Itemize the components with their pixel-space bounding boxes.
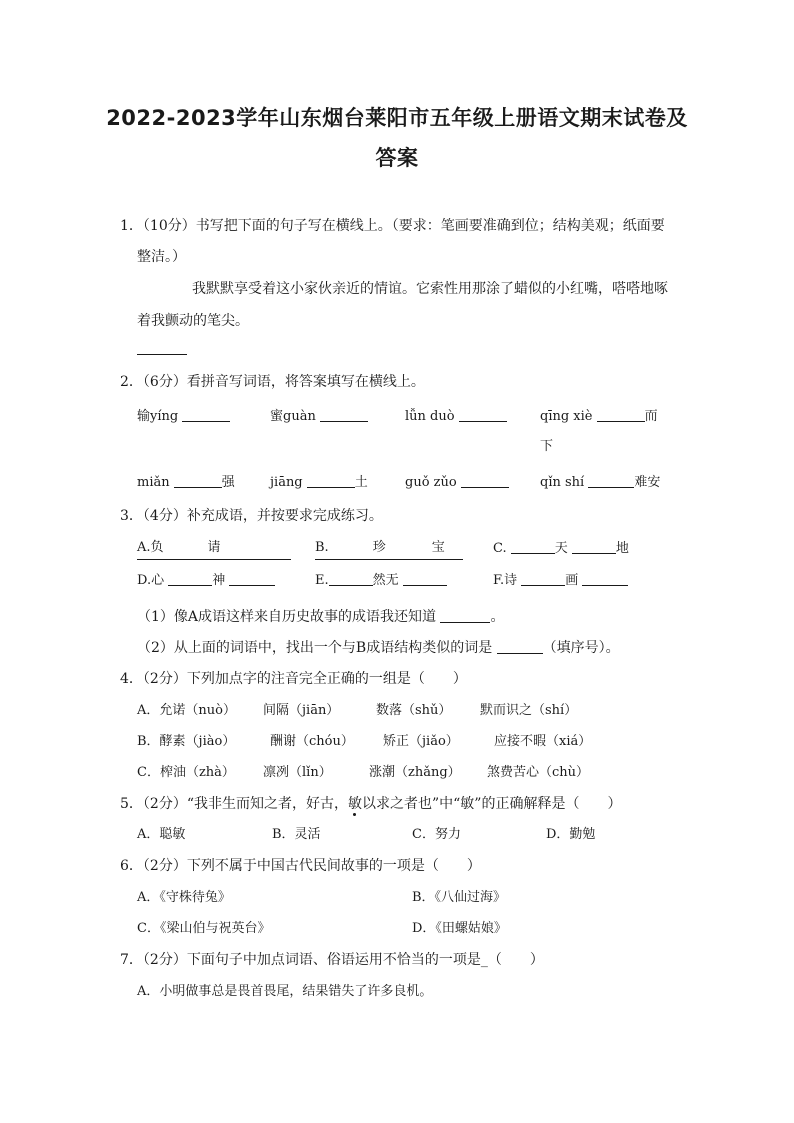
q3-blank-f2[interactable] bbox=[582, 570, 628, 586]
q4-option-a-1[interactable]: A．允诺（nuò） bbox=[137, 703, 236, 718]
q3-idiom-d: D.心 神 bbox=[137, 570, 275, 591]
q2-stem: 2．（6分）看拼音写词语，将答案填写在横线上。 bbox=[120, 374, 425, 390]
q4-option-c-1[interactable]: C．榨油（zhà） bbox=[137, 765, 235, 780]
q2-blank-2[interactable] bbox=[320, 406, 368, 422]
q2-blank-8[interactable] bbox=[588, 472, 634, 488]
q7-option-a[interactable]: A．小明做事总是畏首畏尾，结果错失了许多良机。 bbox=[137, 984, 433, 999]
q7-stem: 7．（2分）下面句子中加点词语、俗语运用不恰当的一项是_（ ） bbox=[120, 952, 544, 968]
q2-blank-6[interactable] bbox=[307, 472, 355, 488]
q1-passage-line1: 我默默享受着这小家伙亲近的情谊。它索性用那涂了蜡似的小红嘴，嗒嗒地啄 bbox=[192, 281, 668, 297]
q2-blank-5[interactable] bbox=[174, 472, 222, 488]
q3-idiom-b: B. 珍 宝 bbox=[315, 538, 463, 560]
q5-stem: 5．（2分）“我非生而知之者，好古，敏以求之者也”中“敏”的正确解释是（ ） bbox=[120, 796, 622, 812]
q4-option-b-3: 矫正（jiǎo） bbox=[383, 734, 459, 749]
q5-option-b[interactable]: B．灵活 bbox=[272, 827, 321, 842]
q3-blank-f1[interactable] bbox=[521, 570, 565, 586]
q2-item-6: jiāng 土 bbox=[270, 472, 368, 493]
q2-blank-4[interactable] bbox=[597, 406, 645, 422]
q4-option-a-3: 数落（shǔ） bbox=[376, 703, 452, 718]
q4-option-a-4: 默而识之（shí） bbox=[480, 703, 578, 718]
q3-blank-c2[interactable] bbox=[572, 538, 616, 554]
q2-item-1: 输yíng bbox=[137, 406, 230, 427]
q4-option-c-3: 涨潮（zhǎng） bbox=[369, 765, 461, 780]
q4-option-c-4: 煞费苦心（chù） bbox=[487, 765, 590, 780]
q3-blank-c1[interactable] bbox=[511, 538, 555, 554]
q2-blank-1[interactable] bbox=[182, 406, 230, 422]
q2-item-5: miǎn 强 bbox=[137, 472, 235, 493]
q2-item-7: guǒ zǔo bbox=[405, 472, 509, 493]
q3-blank-d1[interactable] bbox=[168, 570, 212, 586]
q2-item-2: 蜜guàn bbox=[270, 406, 368, 427]
q4-option-b-4: 应接不暇（xiá） bbox=[494, 734, 592, 749]
page-title: 2022-2023学年山东烟台莱阳市五年级上册语文期末试卷及答案 bbox=[106, 106, 688, 170]
q3-blank-d2[interactable] bbox=[229, 570, 275, 586]
q2-item-4: qīng xiè 而 bbox=[540, 406, 658, 427]
q2-item-4-wrap: 下 bbox=[540, 439, 554, 454]
q5-option-a[interactable]: A．聪敏 bbox=[137, 827, 186, 842]
q2-blank-3[interactable] bbox=[459, 406, 507, 422]
q4-stem: 4．（2分）下列加点字的注音完全正确的一组是（ ） bbox=[120, 671, 467, 687]
q4-option-b-2: 酬谢（chóu） bbox=[270, 734, 354, 749]
q6-stem: 6．（2分）下列不属于中国古代民间故事的一项是（ ） bbox=[120, 858, 481, 874]
q2-item-3: lǚn duò bbox=[405, 406, 507, 427]
q3-sub1-blank[interactable] bbox=[440, 607, 490, 623]
q3-idiom-e: E. 然无 bbox=[315, 570, 447, 591]
q5-option-d[interactable]: D．勤勉 bbox=[546, 827, 596, 842]
q3-idiom-c: C. 天 地 bbox=[493, 538, 629, 559]
q1-stem-line2: 整洁。） bbox=[137, 249, 186, 265]
q3-sub2: （2）从上面的词语中，找出一个与B成语结构类似的词是 （填序号）。 bbox=[137, 640, 620, 656]
q3-idiom-a: A.负 请 bbox=[137, 538, 291, 560]
q3-idiom-f: F.诗 画 bbox=[493, 570, 628, 591]
q3-stem: 3．（4分）补充成语，并按要求完成练习。 bbox=[120, 508, 383, 524]
q6-option-d[interactable]: D．《田螺姑娘》 bbox=[412, 921, 507, 936]
q3-sub2-blank[interactable] bbox=[497, 638, 543, 654]
q2-item-8: qǐn shí 难安 bbox=[540, 472, 660, 493]
q1-answer-line[interactable] bbox=[137, 354, 187, 355]
q1-stem-line1: 1．（10分）书写把下面的句子写在横线上。（要求：笔画要准确到位；结构美观；纸面要 bbox=[120, 218, 665, 234]
q4-option-c-2: 凛冽（lǐn） bbox=[263, 765, 332, 780]
q2-blank-7[interactable] bbox=[461, 472, 509, 488]
q4-option-a-2: 间隔（jiān） bbox=[263, 703, 340, 718]
q6-option-a[interactable]: A．《守株待兔》 bbox=[137, 890, 231, 905]
q1-passage-line2: 着我颤动的笔尖。 bbox=[137, 313, 249, 329]
q6-option-c[interactable]: C．《梁山伯与祝英台》 bbox=[137, 921, 271, 936]
q4-option-b-1[interactable]: B．酵素（jiào） bbox=[137, 734, 236, 749]
q6-option-b[interactable]: B．《八仙过海》 bbox=[412, 890, 507, 905]
q3-blank-e1[interactable] bbox=[329, 570, 373, 586]
q5-option-c[interactable]: C．努力 bbox=[412, 827, 461, 842]
q3-sub1: （1）像A成语这样来自历史故事的成语我还知道 。 bbox=[137, 609, 505, 625]
q3-blank-e2[interactable] bbox=[403, 570, 447, 586]
